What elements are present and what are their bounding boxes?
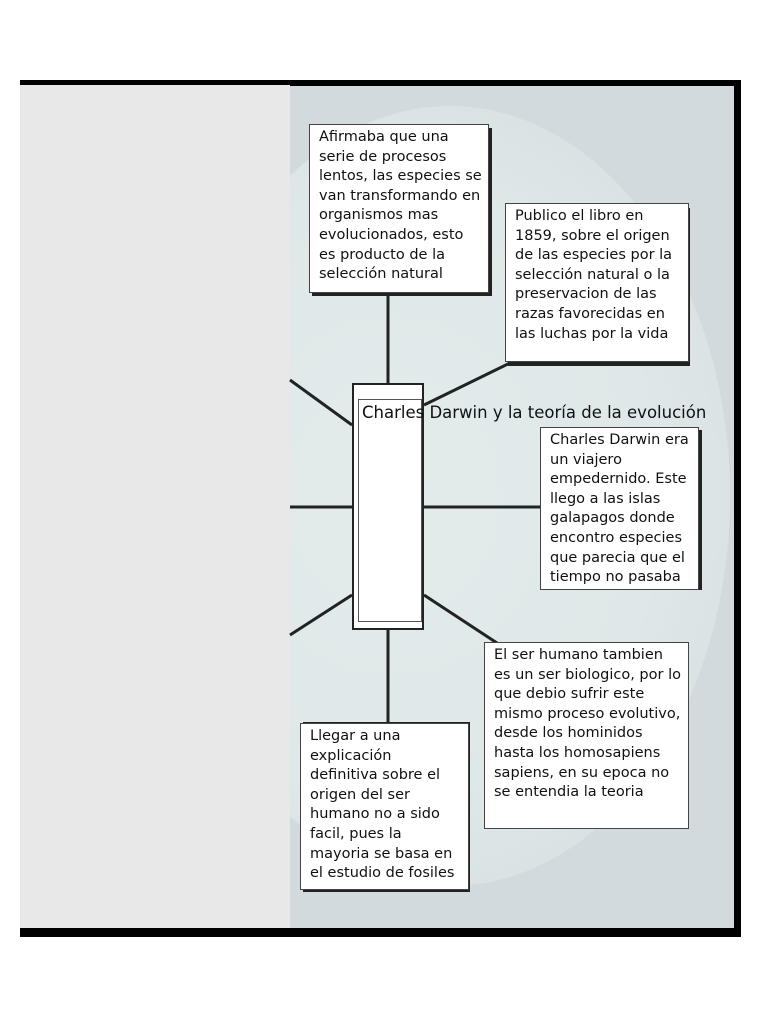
connector-bottom-right — [424, 595, 497, 643]
note-right[interactable]: Charles Darwin era un viajero empedernido. Este llego a las islas galapagos donde encontro especies que parecia que el tiempo no pasaba — [540, 427, 699, 590]
connector-top-right — [424, 362, 512, 405]
central-node-inner — [358, 399, 422, 622]
central-node-title: Charles Darwin y la teoría de la evolución — [362, 403, 707, 422]
note-bottom-right[interactable]: El ser humano tambien es un ser biologico, por lo que debio sufrir este mismo proceso evolutivo, desde los hominidos hasta los homosapiens sapiens, en su epoca no se entendia la teoria — [484, 642, 689, 829]
connector-upper-left — [290, 380, 352, 425]
note-top-right[interactable]: Publico el libro en 1859, sobre el origen de las especies por la selección natural o la preservacion de las razas favorecidas en las luchas por la vida — [505, 203, 689, 362]
connector-lower-left — [290, 595, 352, 635]
note-bottom[interactable]: Llegar a una explicación definitiva sobre el origen del ser humano no a sido facil, pues la mayoria se basa en el estudio de fosiles — [300, 723, 469, 890]
note-top[interactable]: Afirmaba que una serie de procesos lentos, las especies se van transformando en organismos mas evolucionados, esto es producto de la selección natural — [309, 124, 489, 293]
